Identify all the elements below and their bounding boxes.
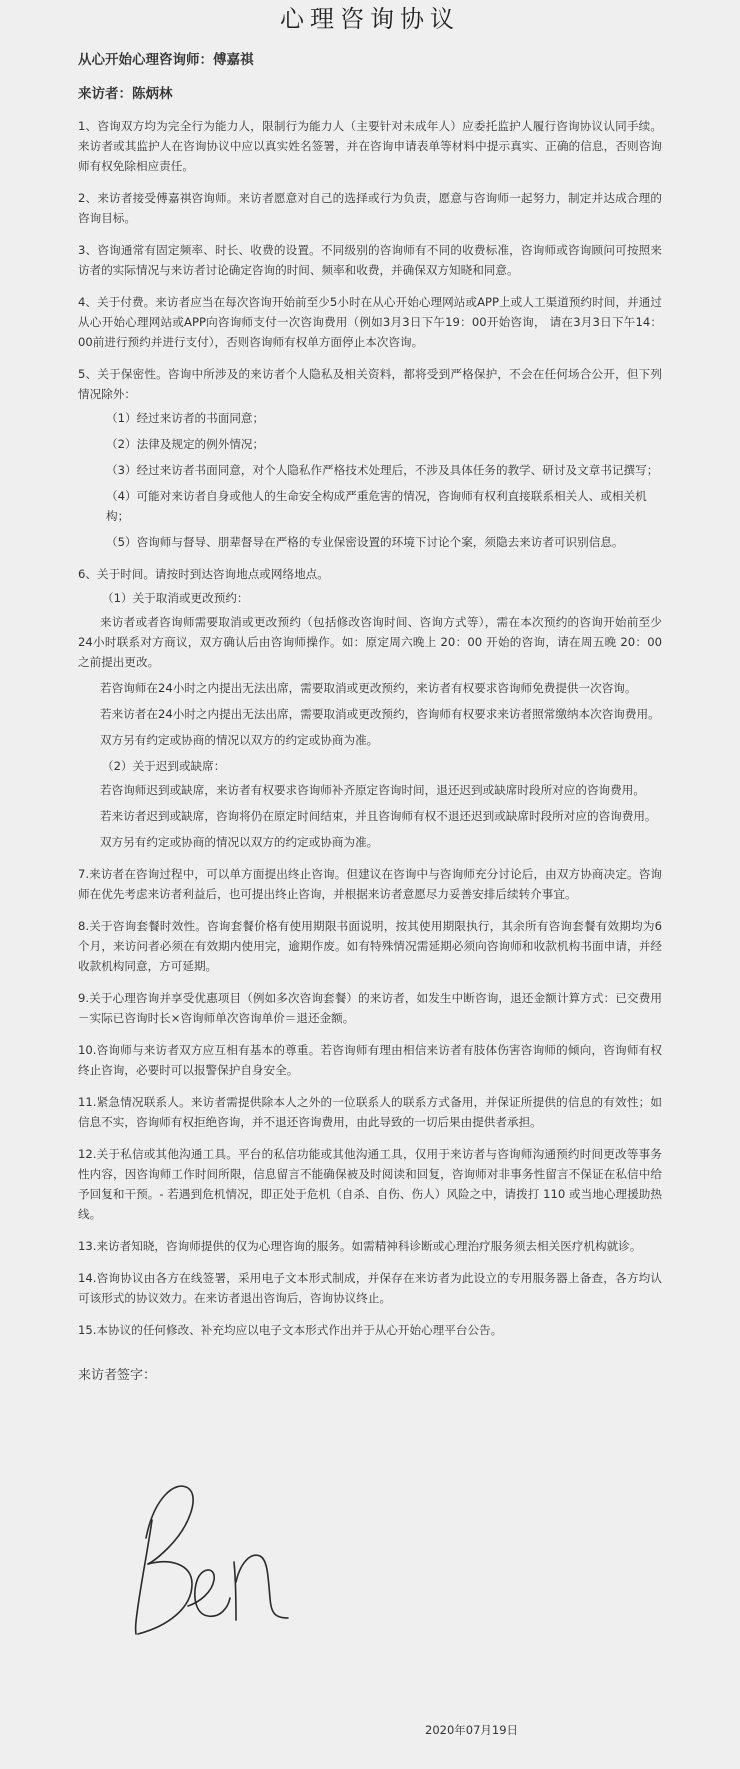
handwritten-signature (130, 1478, 330, 1648)
clause-5-item: （2）法律及规定的例外情况； (106, 437, 265, 451)
clause-5-item: （1）经过来访者的书面同意； (106, 411, 265, 425)
clause-9: 9.关于心理咨询并享受优惠项目（例如多次咨询套餐）的来访者，如发生中断咨询，退还金额计算方式：已交费用－实际已咨询时长×咨询师单次咨询单价＝退还金额。 (78, 991, 662, 1025)
clause-6-sub1-para: 若来访者在24小时之内提出无法出席，需要取消或更改预约，咨询师有权要求来访者照常缴纳本次咨询费用。 (100, 707, 660, 721)
clause-1: 1、咨询双方均为完全行为能力人，限制行为能力人（主要针对未成年人）应委托监护人履行咨询协议认同手续。来访者或其监护人在咨询协议中应以真实姓名签署，并在咨询申请表单等材料中提示真实、正确的信息，否则咨询师有权免除相应责任。 (78, 119, 662, 173)
clause-15: 15.本协议的任何修改、补充均应以电子文本形式作出并于从心开始心理平台公告。 (78, 1323, 503, 1337)
clause-7: 7.来访者在咨询过程中，可以单方面提出终止咨询。但建议在咨询中与咨询师充分讨论后，由双方协商决定。咨询师在优先考虑来访者利益后，也可提出终止咨询，并根据来访者意愿尽力妥善安排后续转介事宜。 (78, 867, 662, 901)
clause-6 (78, 564, 662, 852)
clause-14: 14.咨询协议由各方在线签署，采用电子文本形式制成，并保存在来访者为此设立的专用服务器上备查，各方均认可该形式的协议效力。在来访者退出咨询后，咨询协议终止。 (78, 1271, 662, 1305)
clause-6-sub2-para: 若来访者迟到或缺席，咨询将仍在原定时间结束，并且咨询师有权不退还迟到或缺席时段所对应的咨询费用。 (100, 809, 657, 823)
clause-4: 4、关于付费。来访者应当在每次咨询开始前至少5小时在从心开始心理网站或APP上或人工渠道预约时间，并通过从心开始心理网站或APP向咨询师支付一次咨询费用（例如3月3日下午19：00开始咨询， 请在3月3日下午14：00前进行预约并进行支付），否则咨询师有权单方面停止本次咨询。 (78, 295, 662, 349)
clause-11: 11.紧急情况联系人。来访者需提供除本人之外的一位联系人的联系方式备用，并保证所提供的信息的有效性；如信息不实，咨询师有权拒绝咨询，并不退还咨询费用，由此导致的一切后果由提供者承担。 (78, 1095, 662, 1129)
signature-date: 2020年07月19日 (425, 1723, 519, 1737)
clause-8: 8.关于咨询套餐时效性。咨询套餐价格有使用期限书面说明，按其使用期限执行，其余所有咨询套餐有效期均为6个月，来访问者必须在有效期内使用完，逾期作废。如有特殊情况需延期必须向咨询师和收款机构书面申请，并经收款机构同意，方可延期。 (78, 919, 662, 973)
visitor-line: 来访者：陈炳林 (78, 86, 173, 102)
clause-6-sub2-para: 双方另有约定或协商的情况以双方的约定或协商为准。 (100, 835, 379, 849)
clause-5-item: （5）咨询师与督导、朋辈督导在严格的专业保密设置的环境下讨论个案，须隐去来访者可识别信息。 (106, 535, 624, 549)
clause-5-item: （4）可能对来访者自身或他人的生命安全构成严重危害的情况，咨询师有权利直接联系相关人、或相关机构； (106, 489, 647, 523)
clause-5-intro: 5、关于保密性。咨询中所涉及的来访者个人隐私及相关资料，都将受到严格保护，不会在任何场合公开，但下列情况除外： (78, 367, 662, 401)
clause-10: 10.咨询师与来访者双方应互相有基本的尊重。若咨询师有理由相信来访者有肢体伤害咨询师的倾向，咨询师有权终止咨询，必要时可以报警保护自身安全。 (78, 1043, 662, 1077)
clause-6-intro: 6、关于时间。请按时到达咨询地点或网络地点。 (78, 567, 329, 581)
clause-5-item: （3）经过来访者书面同意，对个人隐私作严格技术处理后，不涉及具体任务的教学、研讨及文章书记撰写； (106, 463, 659, 477)
clause-12: 12.关于私信或其他沟通工具。平台的私信功能或其他沟通工具，仅用于来访者与咨询师沟通预约时间更改等事务性内容，因咨询师工作时间所限，信息留言不能确保被及时阅读和回复，咨询师对非事务性留言不保证在私信中给予回复和干预。- 若遇到危机情况，即正处于危机（自杀、自伤、伤人）风险之中，请拨打 110 或当地心理援助热线。 (78, 1147, 662, 1221)
clause-2: 2、来访者接受傅嘉祺咨询师。来访者愿意对自己的选择或行为负责，愿意与咨询师一起努力，制定并达成合理的咨询目标。 (78, 191, 662, 225)
counselor-line: 从心开始心理咨询师：傅嘉祺 (78, 52, 254, 68)
signature-label: 来访者签字： (78, 1368, 157, 1383)
clause-list (78, 116, 662, 1340)
clause-3: 3、咨询通常有固定频率、时长、收费的设置。不同级别的咨询师有不同的收费标准，咨询师或咨询顾问可按照来访者的实际情况与来访者讨论确定咨询的时间、频率和收费，并确保双方知晓和同意。 (78, 243, 662, 277)
clause-6-sub1-para: 双方另有约定或协商的情况以双方的约定或协商为准。 (100, 733, 379, 747)
clause-6-sub2-para: 若咨询师迟到或缺席，来访者有权要求咨询师补齐原定咨询时间，退还迟到或缺席时段所对应的咨询费用。 (100, 783, 645, 797)
document-title: 心理咨询协议 (280, 5, 460, 33)
clause-6-sub1-heading: （1）关于取消或更改预约： (102, 591, 249, 605)
clause-5 (78, 364, 662, 552)
clause-6-sub1-para: 来访者或者咨询师需要取消或更改预约（包括修改咨询时间、咨询方式等），需在本次预约的咨询开始前至少24小时联系对方商议，双方确认后由咨询师操作。如：原定周六晚上 20：00 开始的咨询，请在周五晚 20：00 之前提出更改。 (78, 615, 662, 669)
clause-13: 13.来访者知晓，咨询师提供的仅为心理咨询的服务。如需精神科诊断或心理治疗服务须去相关医疗机构就诊。 (78, 1239, 642, 1253)
clause-6-sub2-heading: （2）关于迟到或缺席： (102, 759, 226, 773)
clause-6-sub1-para: 若咨询师在24小时之内提出无法出席，需要取消或更改预约，来访者有权要求咨询师免费提供一次咨询。 (100, 681, 637, 695)
